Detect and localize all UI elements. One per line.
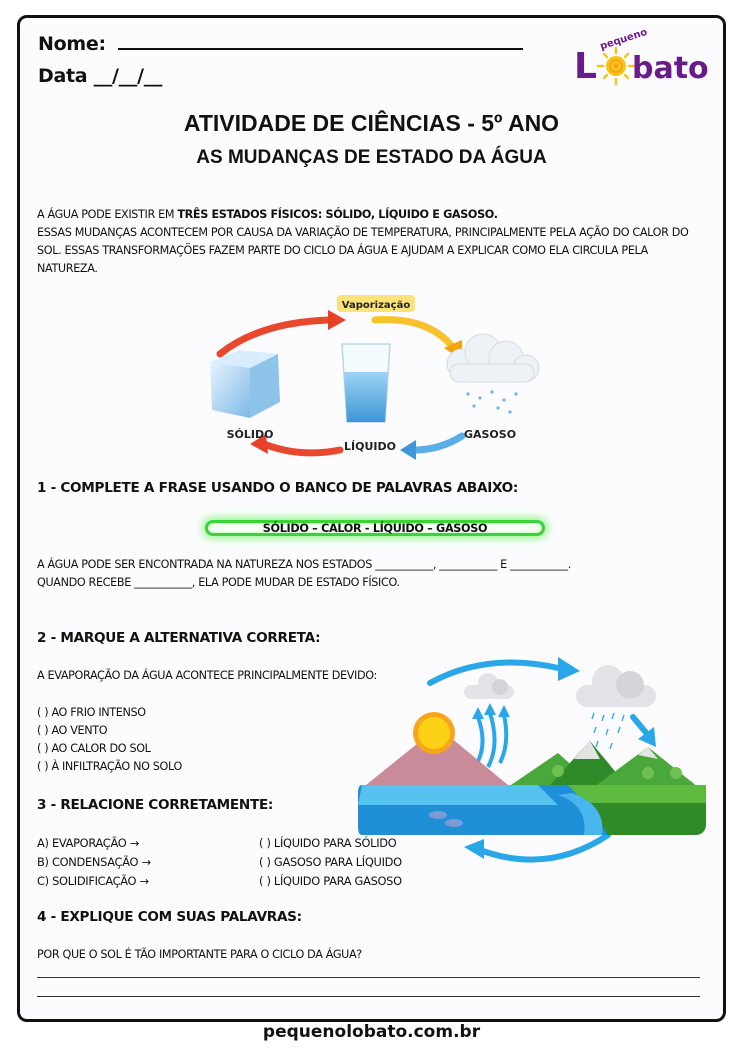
word-bank: SÓLIDO – CALOR - LÍQUIDO – GASOSO — [205, 520, 545, 536]
q1-sentence-line2[interactable]: QUANDO RECEBE ___________, ELA PODE MUDAR DE ESTADO FÍSICO. — [37, 576, 400, 589]
name-field[interactable] — [38, 33, 523, 55]
q2-option-wind[interactable]: ( ) AO VENTO — [37, 724, 108, 737]
svg-text:pequeno: pequeno — [598, 30, 649, 53]
q3-right-2[interactable]: ( ) GASOSO PARA LÍQUIDO — [259, 855, 402, 869]
q3-left-a: A) EVAPORAÇÃO → — [37, 836, 139, 850]
q2-heading: 2 - MARQUE A ALTERNATIVA CORRETA: — [37, 630, 321, 646]
q4-heading: 4 - EXPLIQUE COM SUAS PALAVRAS: — [37, 909, 302, 925]
name-blank[interactable] — [118, 34, 523, 50]
q3-left-column — [37, 834, 151, 891]
svg-text:LÍQUIDO: LÍQUIDO — [344, 440, 396, 453]
svg-text:Vaporização: Vaporização — [341, 300, 411, 311]
q3-right-3[interactable]: ( ) LÍQUIDO PARA GASOSO — [259, 874, 402, 888]
svg-text:SÓLIDO: SÓLIDO — [226, 428, 274, 441]
q2-option-infiltration[interactable]: ( ) À INFILTRAÇÃO NO SOLO — [37, 760, 182, 773]
q1-sentence — [37, 556, 707, 592]
date-blanks[interactable]: __/__/__ — [93, 65, 163, 87]
page-title: ATIVIDADE DE CIÊNCIAS - 5º ANO — [183, 110, 560, 136]
date-field[interactable] — [38, 65, 162, 87]
pequeno-lobato-logo — [572, 30, 708, 86]
q3-left-b: B) CONDENSAÇÃO → — [37, 855, 151, 869]
svg-text:bato: bato — [632, 51, 708, 86]
q2-option-sun-heat[interactable]: ( ) AO CALOR DO SOL — [37, 742, 151, 755]
svg-text:GASOSO: GASOSO — [463, 428, 517, 441]
svg-text:L: L — [574, 46, 597, 86]
q1-sentence-line1[interactable]: A ÁGUA PODE SER ENCONTRADA NA NATUREZA NOS ESTADOS ___________, ___________ E ___________. — [37, 558, 571, 571]
name-label: Nome: — [38, 33, 106, 55]
q1-heading: 1 - COMPLETE A FRASE USANDO O BANCO DE PALAVRAS ABAIXO: — [37, 480, 519, 496]
intro-bold: TRÊS ESTADOS FÍSICOS: SÓLIDO, LÍQUIDO E GASOSO. — [177, 208, 498, 221]
q3-right-column — [259, 834, 402, 891]
page-subtitle: AS MUDANÇAS DE ESTADO DA ÁGUA — [196, 147, 547, 168]
states-of-water-figure — [200, 292, 555, 462]
water-cycle-figure — [358, 655, 712, 870]
q2-prompt: A EVAPORAÇÃO DA ÁGUA ACONTECE PRINCIPALMENTE DEVIDO: — [37, 669, 377, 682]
q3-left-c: C) SOLIDIFICAÇÃO → — [37, 874, 149, 888]
footer-site: pequenolobato.com.br — [262, 1022, 481, 1042]
answer-line-2[interactable] — [37, 996, 700, 997]
q2-options — [37, 704, 182, 776]
q3-right-1[interactable]: ( ) LÍQUIDO PARA SÓLIDO — [259, 836, 397, 850]
date-label: Data — [38, 65, 88, 87]
intro-paragraph: A ÁGUA PODE EXISTIR EM TRÊS ESTADOS FÍSICOS: SÓLIDO, LÍQUIDO E GASOSO. ESSAS MUDANÇAS ACONTECEM POR CAUSA DA VARIAÇÃO DE TEMPERATURA, PRINCIPALMENTE PELA AÇÃO DO CALOR DO SOL. ESSAS TRANSFORMAÇÕES FAZEM PARTE DO CICLO DA ÁGUA E AJUDAM A EXPLICAR COMO ELA CIRCULA PELA NATUREZA. — [37, 208, 689, 275]
q2-option-cold[interactable]: ( ) AO FRIO INTENSO — [37, 706, 146, 719]
q4-prompt: POR QUE O SOL É TÃO IMPORTANTE PARA O CICLO DA ÁGUA? — [37, 948, 362, 961]
answer-line-1[interactable] — [37, 977, 700, 978]
q3-heading: 3 - RELACIONE CORRETAMENTE: — [37, 797, 274, 813]
